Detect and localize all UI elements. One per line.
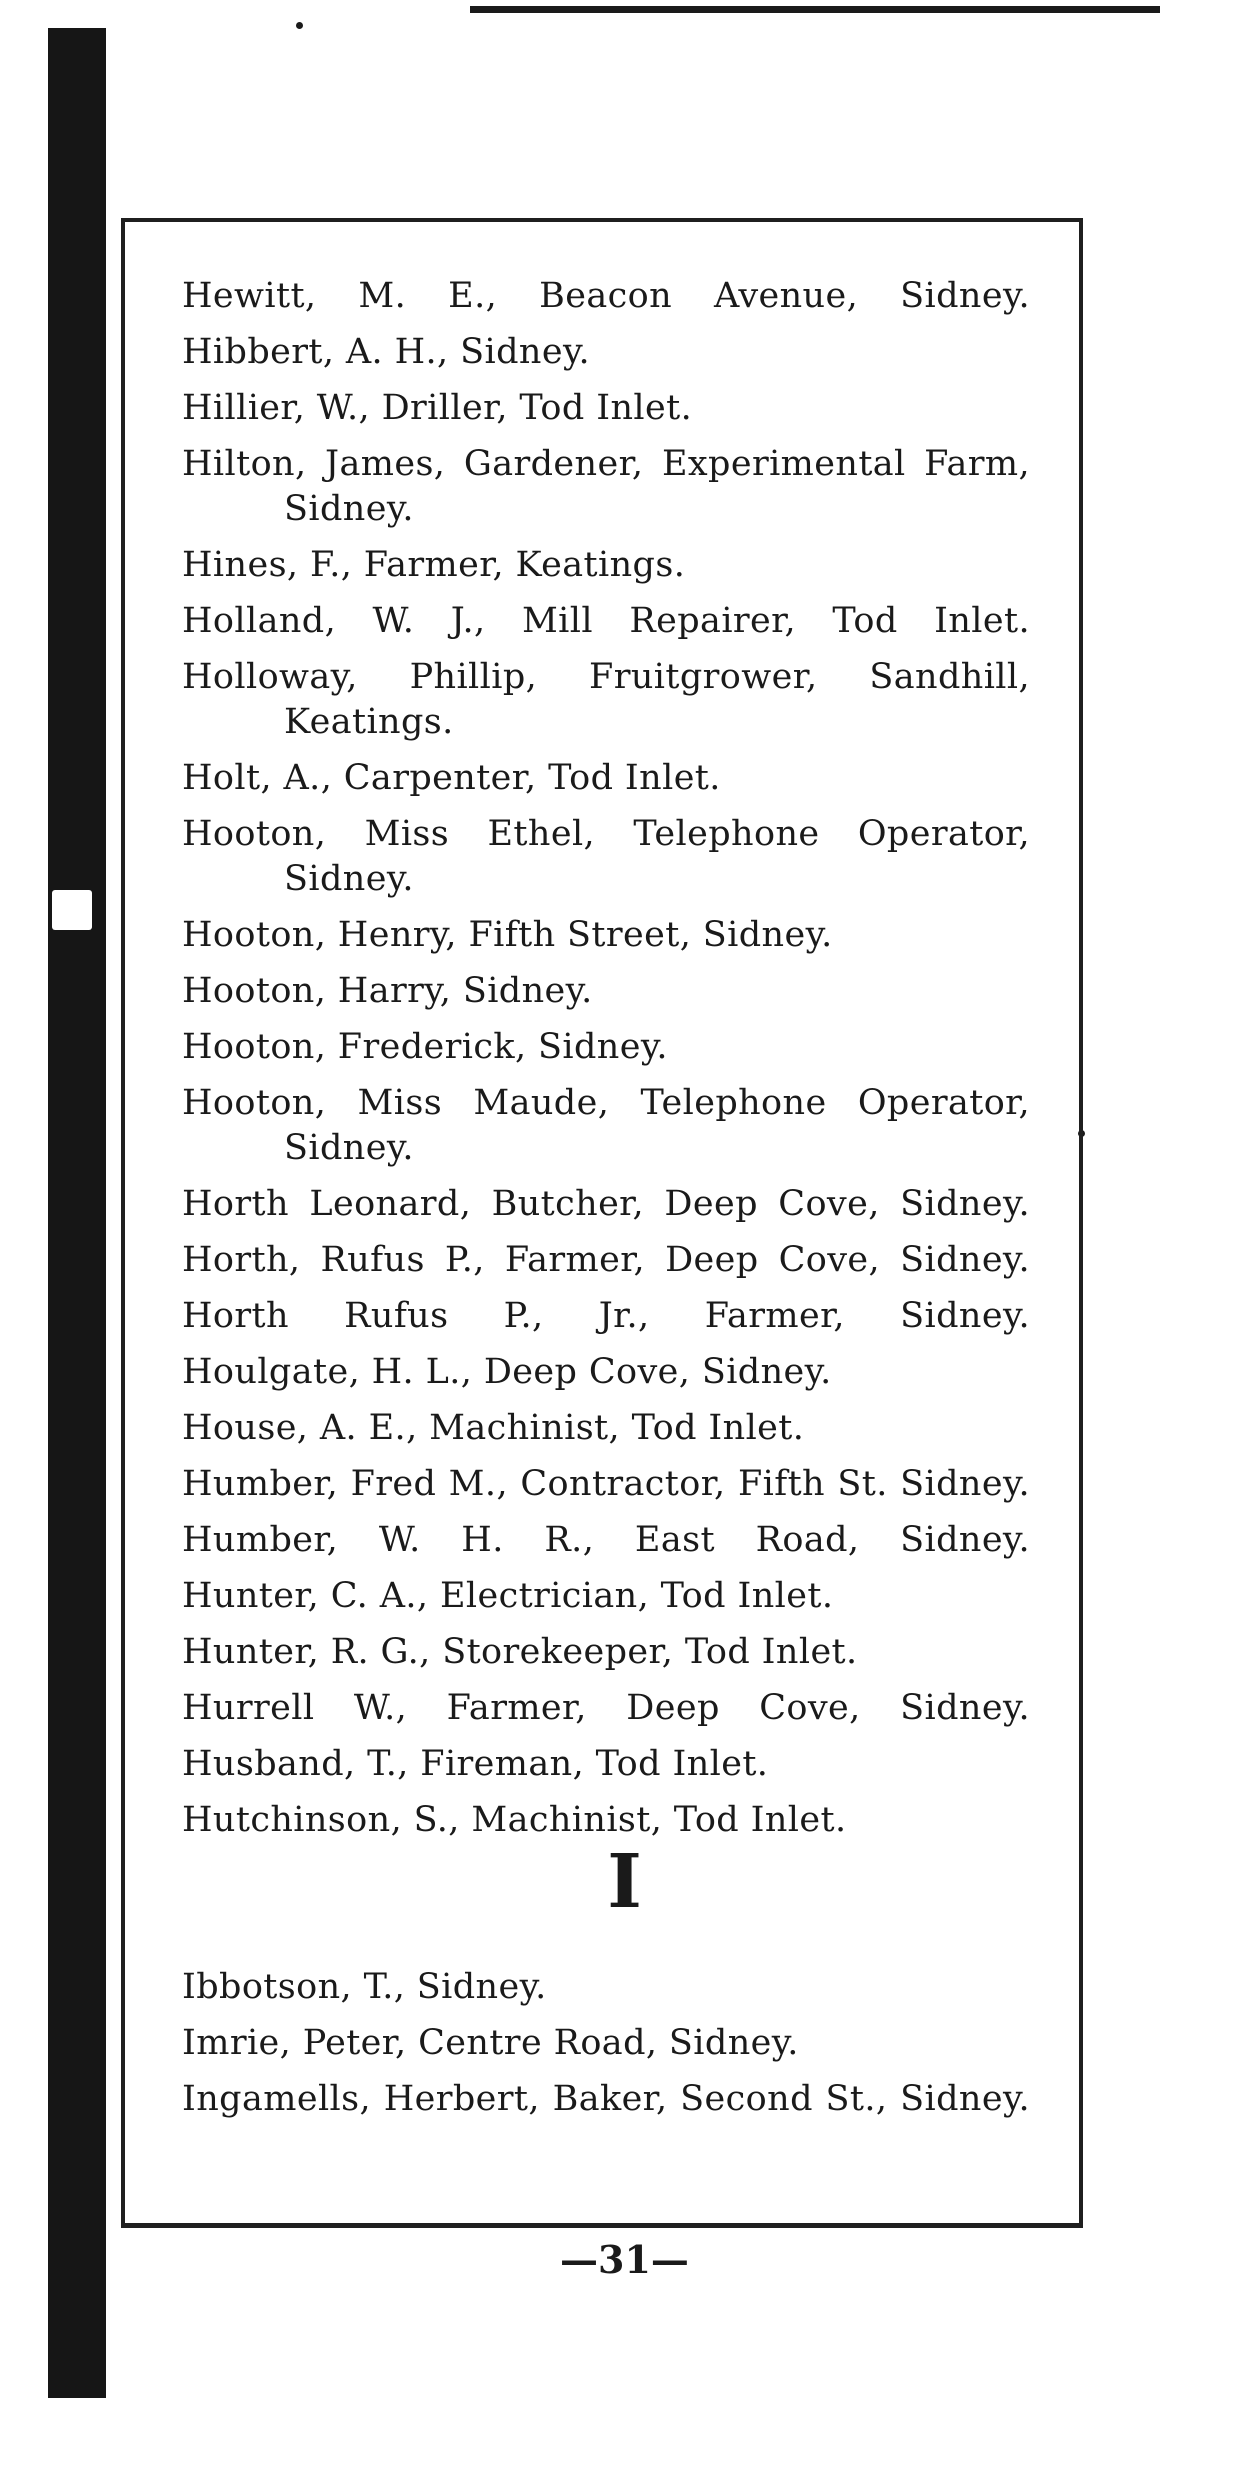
entry-hooton-maude: Hooton, Miss Maude, Telephone Operator, Sidney. [182,1083,1030,1168]
entry-houlgate: Houlgate, H. L., Deep Cove, Sidney. [182,1352,832,1392]
entry-horth-rufus-jr: Horth Rufus P., Jr., Farmer, Sidney. [182,1296,1030,1336]
entry-hooton-ethel: Hooton, Miss Ethel, Telephone Operator, Sidney. [182,814,1030,899]
entry-horth-leonard: Horth Leonard, Butcher, Deep Cove, Sidney. [182,1184,1030,1224]
entry-imrie: Imrie, Peter, Centre Road, Sidney. [182,2023,799,2063]
ink-speck [296,22,303,29]
spine-mark [52,890,92,930]
entry-hunter-ca: Hunter, C. A., Electrician, Tod Inlet. [182,1576,834,1616]
entry-hooton-frederick: Hooton, Frederick, Sidney. [182,1027,668,1067]
entry-house: House, A. E., Machinist, Tod Inlet. [182,1408,805,1448]
entry-ibbotson: Ibbotson, T., Sidney. [182,1967,547,2007]
entry-humber-fred: Humber, Fred M., Contractor, Fifth St. Sidney. [182,1464,1030,1504]
entry-hurrell: Hurrell W., Farmer, Deep Cove, Sidney. [182,1688,1030,1728]
entry-hines: Hines, F., Farmer, Keatings. [182,545,686,585]
entry-holloway: Holloway, Phillip, Fruitgrower, Sandhill, Keatings. [182,657,1030,742]
entries-list-i [182,1965,1030,2133]
binding-spine [48,28,106,2398]
entry-hewitt: Hewitt, M. E., Beacon Avenue, Sidney. [182,276,1030,316]
entry-hooton-henry: Hooton, Henry, Fifth Street, Sidney. [182,915,833,955]
entry-hooton-harry: Hooton, Harry, Sidney. [182,971,593,1011]
entry-hutchinson: Hutchinson, S., Machinist, Tod Inlet. [182,1800,847,1840]
entry-horth-rufus: Horth, Rufus P., Farmer, Deep Cove, Sidney. [182,1240,1030,1280]
entry-hilton: Hilton, James, Gardener, Experimental Farm, Sidney. [182,444,1030,529]
entry-ingamells: Ingamells, Herbert, Baker, Second St., Sidney. [182,2079,1030,2119]
entry-hibbert: Hibbert, A. H., Sidney. [182,332,590,372]
entry-hunter-rg: Hunter, R. G., Storekeeper, Tod Inlet. [182,1632,858,1672]
top-rule [470,6,1160,13]
entry-holt: Holt, A., Carpenter, Tod Inlet. [182,758,721,798]
entry-holland: Holland, W. J., Mill Repairer, Tod Inlet. [182,601,1030,641]
entries-list-h [182,274,1030,1854]
entry-humber-whr: Humber, W. H. R., East Road, Sidney. [182,1520,1030,1560]
section-letter-i: I [607,1839,642,1925]
page-number: —31— [560,2237,689,2282]
entry-husband: Husband, T., Fireman, Tod Inlet. [182,1744,769,1784]
entry-hillier: Hillier, W., Driller, Tod Inlet. [182,388,693,428]
